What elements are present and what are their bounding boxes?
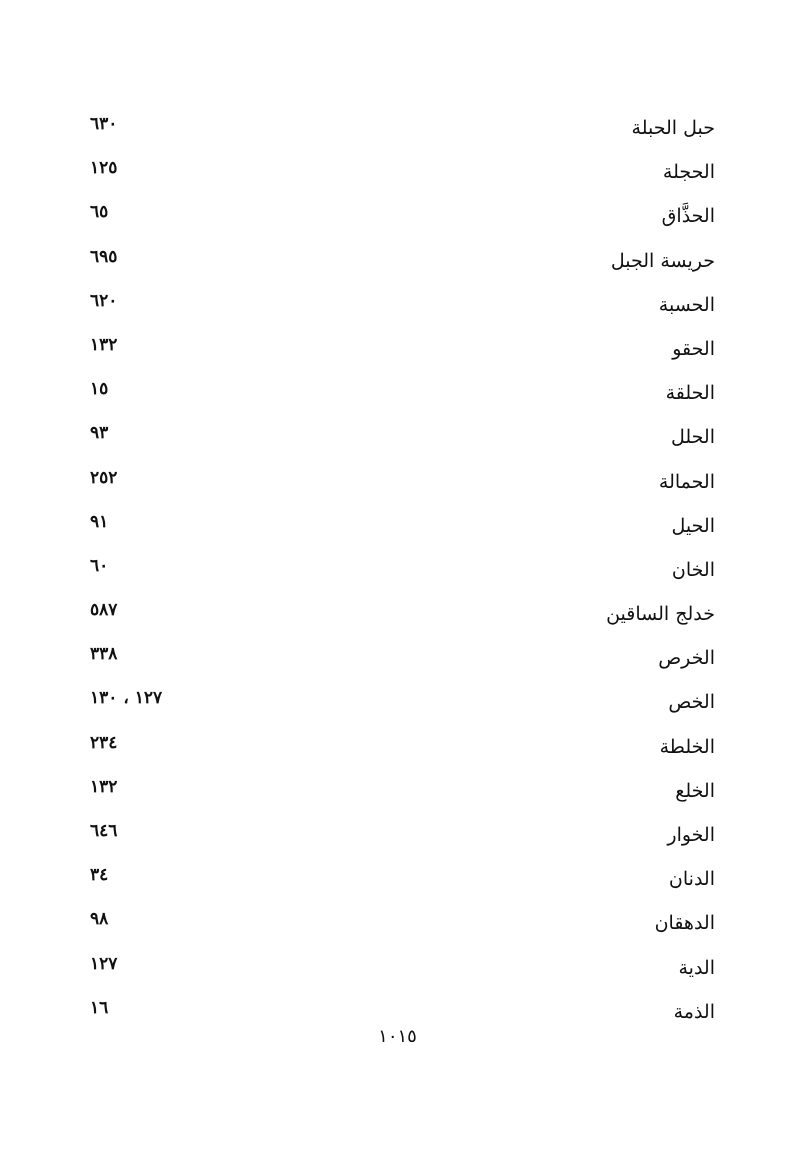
index-term: الحلقة bbox=[665, 382, 715, 405]
index-pages: ٣٣٨ bbox=[90, 644, 118, 665]
index-pages: ٦٥ bbox=[90, 202, 109, 223]
index-entry bbox=[90, 811, 715, 855]
index-term: الحلل bbox=[670, 426, 715, 449]
index-term: الخلع bbox=[675, 779, 715, 802]
index-term: الدهقان bbox=[654, 912, 715, 935]
index-pages: ٦٣٠ bbox=[90, 114, 118, 134]
index-pages: ١٢٥ bbox=[90, 158, 118, 179]
index-term: الحيل bbox=[671, 514, 715, 537]
index-pages: ٦٩٥ bbox=[90, 246, 118, 267]
index-entry bbox=[90, 855, 715, 899]
index-term: الخص bbox=[668, 691, 715, 714]
index-pages: ١٣٢ bbox=[90, 334, 118, 355]
index-entry bbox=[90, 148, 715, 192]
index-entry bbox=[90, 502, 715, 546]
index-entry bbox=[90, 634, 715, 678]
index-pages: ٦٢٠ bbox=[90, 290, 118, 311]
page-number: ١٠١٥ bbox=[378, 1026, 417, 1047]
index-pages: ٢٣٤ bbox=[90, 732, 118, 753]
index-term: الخوار bbox=[667, 824, 715, 846]
index-term: حبل الحبلة bbox=[631, 117, 715, 139]
index-term: الحذَّاق bbox=[661, 205, 715, 228]
index-entry bbox=[90, 413, 715, 457]
index-term: الخلطة bbox=[659, 735, 715, 758]
index-term: الدية bbox=[678, 956, 715, 979]
index-pages: ١٢٧ ، ١٣٠ bbox=[90, 688, 163, 709]
index-pages: ٣٤ bbox=[90, 865, 109, 886]
index-term: الذمة bbox=[673, 1000, 715, 1023]
index-pages: ١٣٢ bbox=[90, 776, 118, 797]
index-term: الدنان bbox=[668, 868, 715, 891]
index-entry bbox=[90, 458, 715, 502]
index-term: حريسة الجبل bbox=[610, 249, 715, 272]
index-entry bbox=[90, 325, 715, 369]
index-pages: ٦٠ bbox=[90, 555, 109, 576]
index-term: الحسبة bbox=[658, 293, 715, 316]
index-pages: ٩٣ bbox=[90, 423, 109, 444]
index-pages: ١٢٧ bbox=[90, 953, 118, 974]
index-pages: ١٥ bbox=[90, 379, 109, 400]
index-pages: ٩٨ bbox=[90, 909, 109, 930]
index-entry bbox=[90, 590, 715, 634]
index-entry bbox=[90, 899, 715, 943]
index-entry bbox=[90, 944, 715, 988]
index-entry bbox=[90, 767, 715, 811]
index-pages: ٩١ bbox=[90, 511, 109, 532]
index-term: الحمالة bbox=[658, 470, 715, 493]
index-term: خدلج الساقين bbox=[606, 603, 715, 626]
index-entry bbox=[90, 281, 715, 325]
index-list bbox=[90, 104, 715, 1032]
index-entry bbox=[90, 546, 715, 590]
index-pages: ٢٥٢ bbox=[90, 467, 118, 488]
index-entry bbox=[90, 723, 715, 767]
index-entry bbox=[90, 192, 715, 236]
index-term: الحجلة bbox=[662, 161, 715, 184]
index-pages: ٦٤٦ bbox=[90, 821, 118, 841]
index-entry bbox=[90, 678, 715, 722]
index-term: الخان bbox=[671, 558, 715, 581]
index-term: الخرص bbox=[658, 647, 715, 670]
index-entry bbox=[90, 104, 715, 148]
index-entry bbox=[90, 369, 715, 413]
index-term: الحقو bbox=[672, 337, 715, 360]
index-entry bbox=[90, 237, 715, 281]
index-pages: ١٦ bbox=[90, 997, 109, 1018]
index-pages: ٥٨٧ bbox=[90, 600, 118, 621]
